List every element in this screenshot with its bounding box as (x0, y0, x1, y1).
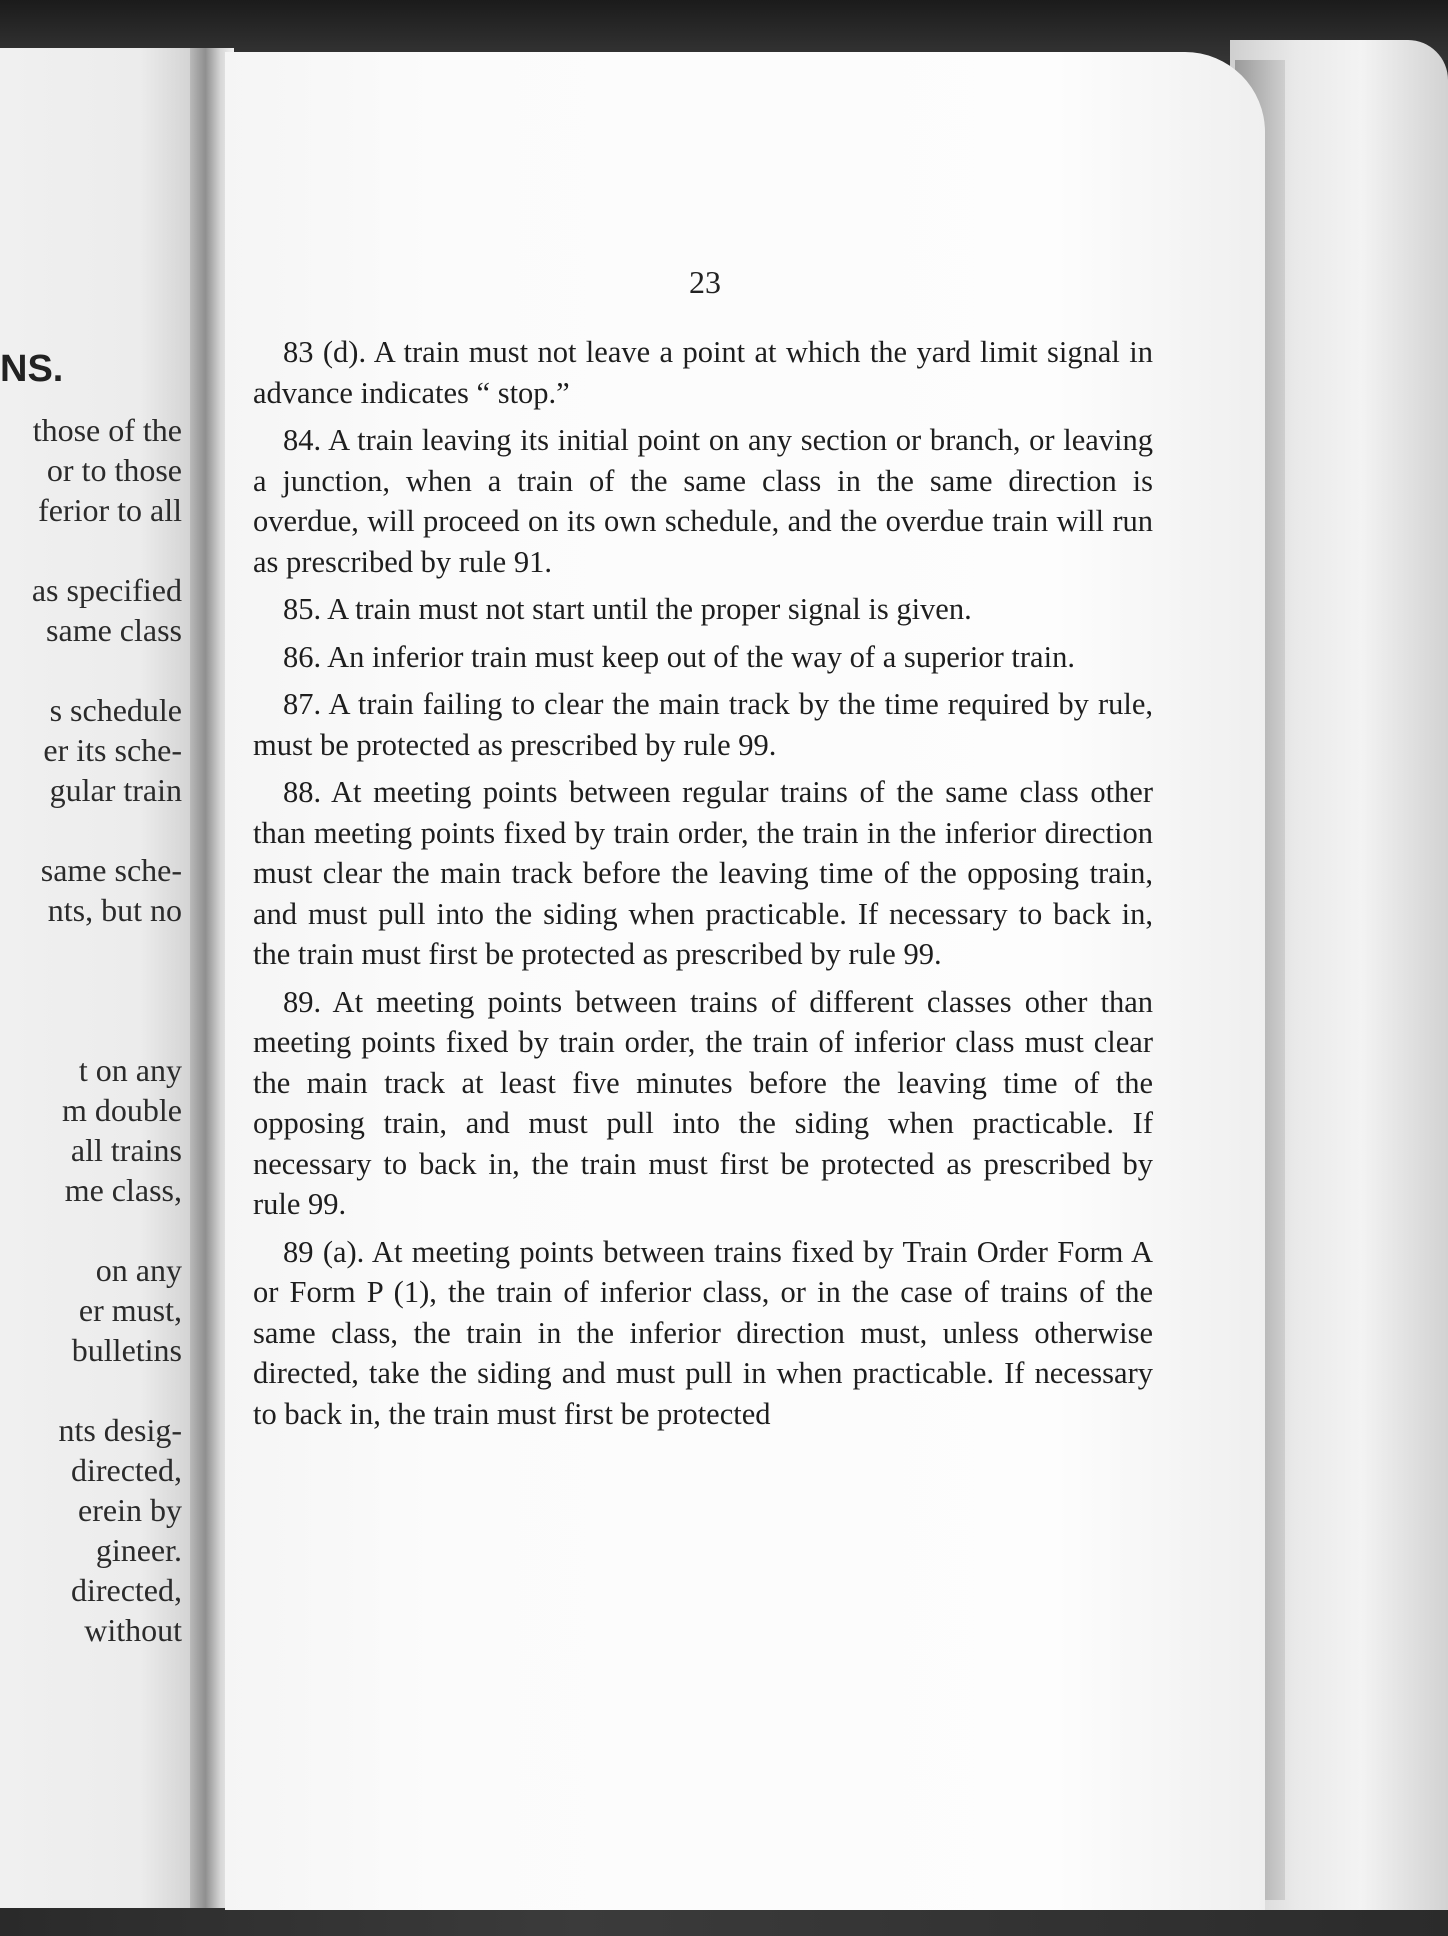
left-page-line: bulletins (71, 1332, 182, 1368)
left-page-line: directed, (70, 1452, 182, 1488)
rule-paragraph: 83 (d). A train must not leave a point at which the yard limit signal in advance indicates “ stop.” (253, 335, 1153, 410)
left-page-line (0, 1370, 200, 1410)
left-page (0, 48, 200, 1908)
left-page-heading: NS. (0, 348, 64, 390)
left-page-line: as specified (31, 572, 182, 608)
left-page-text (0, 410, 200, 1650)
left-page-line: directed, (70, 1572, 182, 1608)
rule-paragraph: 88. At meeting points between regular trains of the same class other than meeting points fixed by train order, the train in the inferior direction must clear the main track before the leaving time of the opposing train, and must pull into the siding when practicable. If necessary to back in, the train must first be protected as prescribed by rule 99. (253, 775, 1153, 971)
rule-paragraph: 85. A train must not start until the proper signal is given. (283, 592, 972, 626)
left-page-line (0, 650, 200, 690)
left-page-line: gular train (49, 772, 182, 808)
left-page-line: all trains (70, 1132, 182, 1168)
left-page-line (0, 1010, 200, 1050)
left-page-line (0, 930, 200, 970)
rule-paragraph: 86. An inferior train must keep out of the way of a superior train. (283, 639, 1075, 674)
rule-paragraph: 87. A train failing to clear the main track by the time required by rule, must be protected as prescribed by rule 99. (253, 687, 1153, 762)
rule-paragraph: 89 (a). At meeting points between trains fixed by Train Order Form A or Form P (1), the train of inferior class, or in the case of trains of the same class, the train in the inferior direction must, unless otherwise directed, take the siding and must pull in when practicable. If necessary to back in, the train must first be protected (253, 1234, 1153, 1431)
left-page-line: me class, (64, 1172, 182, 1208)
left-page-line: er must, (78, 1292, 182, 1328)
rule-paragraph: 89. At meeting points between trains of different classes other than meeting points fixed by train order, the train of inferior class must clear the main track at least five minutes before the leaving time of the opposing train, and must pull into the siding when practicable. If necessary to back in, the train must first be protected as prescribed by rule 99. (253, 984, 1153, 1221)
page-number: 23 (689, 264, 721, 300)
left-page-line: on any (95, 1252, 182, 1288)
rules-list (253, 332, 1153, 1441)
left-page-line: s schedule (49, 692, 182, 728)
left-page-line: erein by (78, 1492, 182, 1528)
left-page-line: same sche- (40, 852, 182, 888)
left-page-line (0, 810, 200, 850)
left-page-line: er its sche- (43, 732, 182, 768)
left-page-line: gineer. (95, 1532, 182, 1568)
left-page-line (0, 530, 200, 570)
left-page-line: nts, but no (47, 892, 182, 928)
left-page-line (0, 1210, 200, 1250)
rule-paragraph: 84. A train leaving its initial point on any section or branch, or leaving a junction, when a train of the same class in the same direction is overdue, will proceed on its own schedule, and the overdue train will run as prescribed by rule 91. (253, 423, 1153, 579)
left-page-line: nts desig- (58, 1412, 182, 1448)
left-page-line: or to those (46, 452, 182, 488)
left-page-line: t on any (78, 1052, 182, 1088)
left-page-line: those of the (32, 412, 182, 448)
left-page-line: ferior to all (38, 492, 182, 528)
left-page-line (0, 970, 200, 1010)
left-page-line: m double (62, 1092, 182, 1128)
left-page-line: same class (46, 612, 182, 648)
right-page (225, 52, 1265, 1910)
left-page-line: without (84, 1612, 182, 1648)
